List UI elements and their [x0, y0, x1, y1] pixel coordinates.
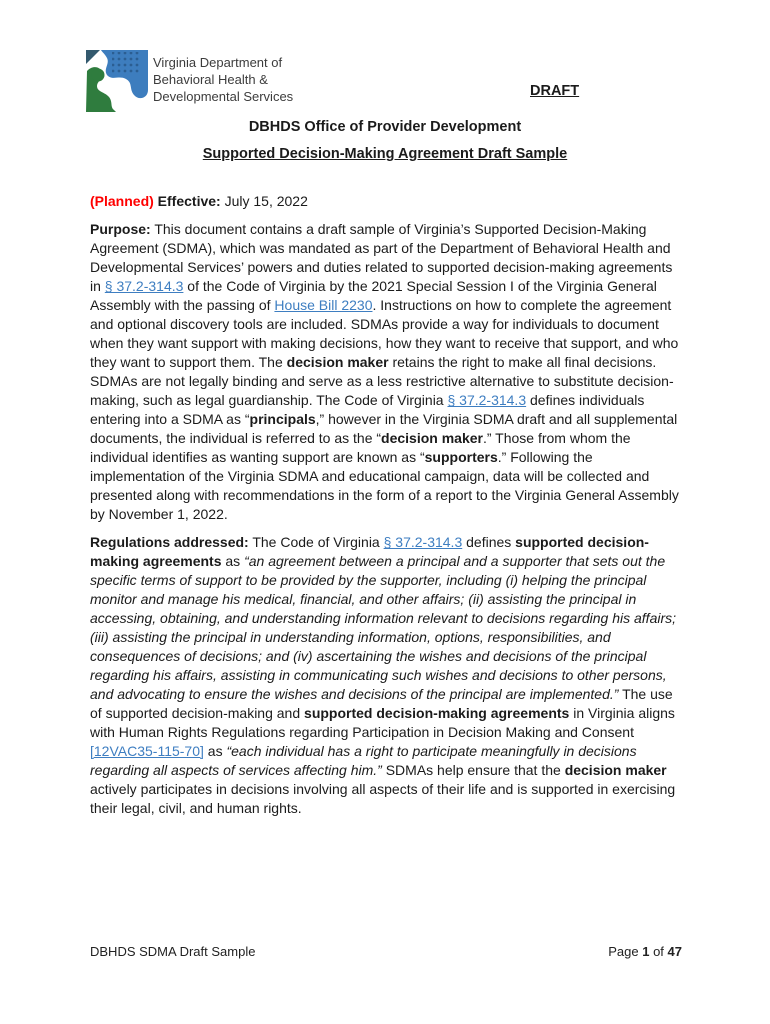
text-segment: .” Following the	[497, 449, 593, 465]
text-segment: in	[90, 278, 105, 294]
text-line	[90, 486, 690, 505]
text-line	[90, 410, 690, 429]
text-segment: ,” however in the Virginia SDMA draft and all supplemental	[315, 411, 678, 427]
text-segment: .” Those from whom the	[482, 430, 631, 446]
text-segment: monitor and manage his medical, financial, and other affairs; (ii) assisting the principal in	[90, 591, 637, 607]
text-segment: defines individuals	[526, 392, 645, 408]
footer-document-name: DBHDS SDMA Draft Sample	[90, 944, 256, 959]
text-segment: Purpose:	[90, 221, 151, 237]
logo-wordmark-line1: Virginia Department of	[153, 55, 283, 70]
text-segment: decision maker	[381, 430, 483, 446]
text-segment: “an agreement between a principal and a supporter that sets out the	[244, 553, 666, 569]
text-segment: their legal, civil, and human rights.	[90, 800, 302, 816]
text-segment: consequences of decisions; and (iv) ascertaining the wishes and decisions of the principal	[90, 648, 647, 664]
hyperlink[interactable]: § 37.2-314.3	[447, 392, 527, 408]
dbhds-logo-icon	[86, 50, 148, 112]
logo-wordmark-line3: Developmental Services	[153, 89, 294, 104]
text-segment: supporters	[424, 449, 498, 465]
text-segment: entering into a SDMA as “	[90, 411, 250, 427]
text-segment: Effective:	[157, 193, 221, 209]
text-segment: presented along with recommendations in the form of a report to the Virginia General Assembly	[90, 487, 679, 503]
text-segment: Agreement (SDMA), which was mandated as part of the Department of Behavioral Health and	[90, 240, 671, 256]
text-segment: as	[221, 553, 245, 569]
text-segment: (Planned)	[90, 193, 154, 209]
text-segment: individual identifies as wanting support are known as “	[90, 449, 425, 465]
regulations-paragraph	[90, 533, 690, 818]
text-segment: documents, the individual is referred to as the “	[90, 430, 382, 446]
text-segment: and optional discovery tools are included. SDMAs provide a way for individuals to document	[90, 316, 659, 332]
text-line	[90, 467, 690, 486]
hyperlink[interactable]: House Bill 2230	[274, 297, 373, 313]
text-segment: defines	[462, 534, 516, 550]
text-segment: “each individual has a right to participate meaningfully in decisions	[226, 743, 637, 759]
text-segment: of supported decision-making and	[90, 705, 305, 721]
text-line	[90, 505, 690, 524]
text-segment: decision maker	[286, 354, 389, 370]
text-segment: of	[649, 944, 668, 959]
text-segment: Regulations addressed:	[90, 534, 249, 550]
text-line	[90, 609, 690, 628]
text-segment: retains the right to make all final decisions.	[388, 354, 657, 370]
purpose-paragraph	[90, 220, 690, 524]
text-segment: decision maker	[564, 762, 667, 778]
logo-wordmark	[153, 54, 293, 105]
text-line	[90, 258, 690, 277]
text-line	[90, 239, 690, 258]
hyperlink[interactable]: § 37.2-314.3	[104, 278, 184, 294]
document-body	[90, 192, 690, 827]
text-line	[90, 220, 690, 239]
text-line	[90, 277, 690, 296]
text-line	[90, 742, 690, 761]
text-segment: specific terms of support to be provided by the supporter, including (i) helping the principal	[90, 572, 647, 588]
text-line	[90, 296, 690, 315]
text-segment: actively participates in decisions involving all aspects of their life and is supported in exercising	[90, 781, 676, 797]
text-line	[90, 704, 690, 723]
text-segment: as	[203, 743, 227, 759]
text-segment: by November 1, 2022.	[90, 506, 228, 522]
text-line	[90, 628, 690, 647]
text-segment: 1	[642, 944, 650, 959]
hyperlink[interactable]: [	[90, 743, 94, 759]
footer-page-number	[608, 944, 682, 959]
text-segment: and advocating to ensure the wishes and decisions of the principal are implemented.”	[90, 686, 619, 702]
text-line	[90, 666, 690, 685]
text-line	[90, 353, 690, 372]
document-subtitle: DBHDS Office of Provider Development	[248, 119, 522, 135]
text-line	[90, 315, 690, 334]
hyperlink[interactable]: § 37.2-314.3	[383, 534, 463, 550]
text-line	[90, 799, 690, 818]
text-segment: making agreements	[90, 553, 222, 569]
text-line	[90, 685, 690, 704]
text-segment: SDMAs help ensure that the	[381, 762, 565, 778]
text-segment: when they want support with making decisions, how they want to receive that support, and who	[90, 335, 679, 351]
text-segment: 47	[667, 944, 682, 959]
document-title: Supported Decision-Making Agreement Draft Sample	[202, 146, 568, 162]
text-segment: regarding his affairs, assisting in communicating such wishes and decisions to other persons,	[90, 667, 667, 683]
text-line	[90, 552, 690, 571]
text-segment: Page	[608, 944, 643, 959]
text-line	[90, 647, 690, 666]
text-line	[90, 448, 690, 467]
text-line	[90, 334, 690, 353]
text-line	[90, 533, 690, 552]
text-segment: . Instructions on how to complete the agreement	[372, 297, 672, 313]
text-segment: principals	[249, 411, 316, 427]
hyperlink[interactable]: ]	[200, 743, 204, 759]
text-segment: implementation of the Virginia SDMA and educational campaign, data will be collected and	[90, 468, 650, 484]
hyperlink[interactable]: 12VAC35-115-70	[93, 743, 200, 759]
dbhds-logo-svg	[86, 50, 148, 112]
text-segment: they want to support them. The	[90, 354, 287, 370]
text-segment: supported decision-making agreements	[304, 705, 570, 721]
text-segment: Assembly with the passing of	[90, 297, 275, 313]
text-segment: regarding all aspects of services affecting him.”	[90, 762, 382, 778]
text-segment: making, such as legal guardianship. The Code of Virginia	[90, 392, 448, 408]
text-segment: with Human Rights Regulations regarding Participation in Decision Making and Consent	[90, 724, 634, 740]
draft-label: DRAFT	[530, 83, 580, 99]
text-line	[90, 723, 690, 742]
text-line	[90, 391, 690, 410]
text-segment: (iii) assisting the principal in understanding information, options, responsibilities, and	[90, 629, 611, 645]
text-segment: supported decision-	[515, 534, 649, 550]
text-segment: The use	[618, 686, 673, 702]
text-segment: Developmental Services’ powers and duties related to supported decision-making agreements	[90, 259, 673, 275]
text-line	[90, 590, 690, 609]
text-segment: SDMAs are not legally binding and serve as a less restrictive alternative to substitute decision-	[90, 373, 674, 389]
text-line	[90, 780, 690, 799]
text-line	[90, 429, 690, 448]
text-segment: This document contains a draft sample of Virginia’s Supported Decision-Making	[150, 221, 647, 237]
text-line	[90, 372, 690, 391]
text-line	[90, 761, 690, 780]
text-segment: The Code of Virginia	[248, 534, 384, 550]
text-segment: of the Code of Virginia by the 2021 Special Session I of the Virginia General	[183, 278, 657, 294]
text-segment: July 15, 2022	[220, 193, 308, 209]
text-segment: in Virginia aligns	[569, 705, 675, 721]
effective-line	[90, 192, 690, 211]
logo-wordmark-line2: Behavioral Health &	[153, 72, 268, 87]
text-segment: accessing, obtaining, and understanding information relevant to decisions regarding his affairs;	[90, 610, 677, 626]
text-line	[90, 571, 690, 590]
